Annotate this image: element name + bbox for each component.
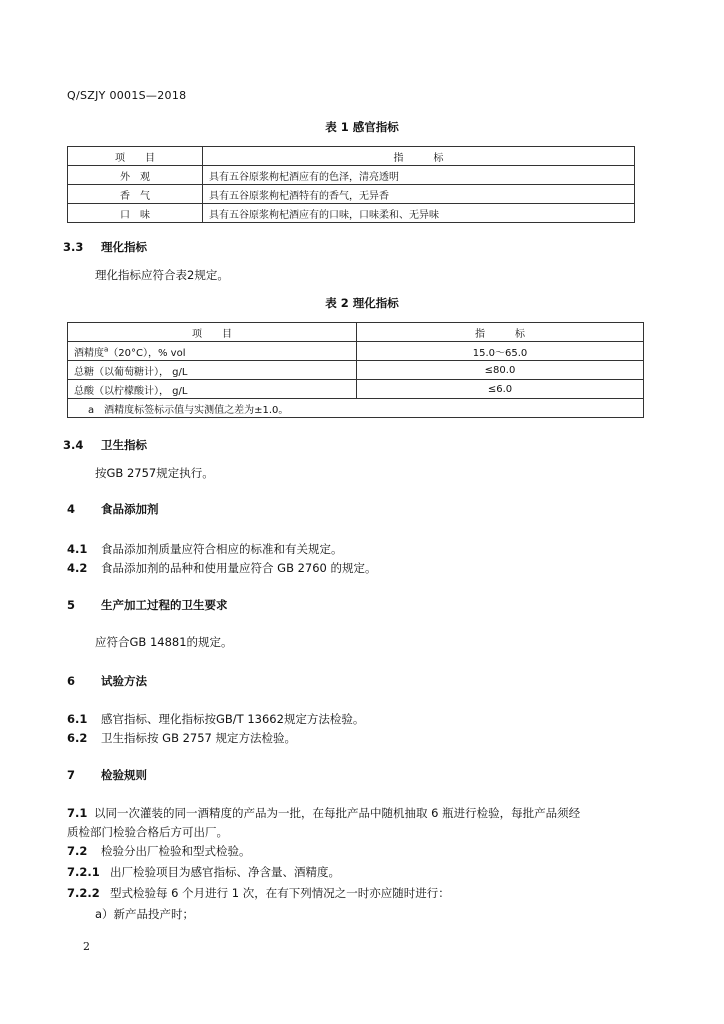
- clause-6-2: [67, 730, 296, 746]
- clause-number: 6.2: [67, 731, 88, 745]
- table-cell: 外 观: [68, 166, 203, 185]
- clause-7-2-2: [67, 885, 450, 901]
- table-cell: 15.0～65.0: [357, 342, 644, 361]
- table-header-row: [68, 147, 635, 166]
- list-item-a: a）新产品投产时；: [95, 907, 195, 921]
- cell-text: （20°C），% vol: [108, 347, 186, 359]
- section-title: 检验规则: [101, 768, 147, 782]
- cell-text: 酒精度: [74, 347, 104, 359]
- section-6-heading: [67, 673, 147, 689]
- table2-caption: 表 2 理化指标: [325, 296, 399, 310]
- clause-7-1-continued: 质检部门检验合格后方可出厂。: [67, 825, 228, 839]
- table-cell: 香 气: [68, 185, 203, 204]
- clause-text: 出厂检验项目为感官指标、净含量、酒精度。: [110, 865, 340, 879]
- clause-4-2: [67, 560, 377, 576]
- clause-7-2: [67, 843, 251, 859]
- table1: [67, 146, 635, 223]
- table-row: [68, 361, 644, 380]
- section-title: 试验方法: [101, 674, 147, 688]
- section-title: 生产加工过程的卫生要求: [101, 598, 228, 612]
- section-title: 卫生指标: [101, 438, 147, 452]
- table-cell: ≤6.0: [357, 380, 644, 399]
- section-3-3-heading: [63, 239, 147, 255]
- table-cell: ≤80.0: [357, 361, 644, 380]
- table-cell: 具有五谷原浆枸杞酒应有的色泽，清亮透明: [203, 166, 635, 185]
- section-number: 4: [67, 502, 76, 516]
- table-header-cell: 项 目: [68, 147, 203, 166]
- clause-number: 7.2.1: [67, 865, 100, 879]
- table-row: [68, 185, 635, 204]
- table-row: [68, 166, 635, 185]
- table-footnote: a 酒精度标签标示值与实测值之差为±1.0。: [68, 399, 644, 418]
- clause-text: 食品添加剂质量应符合相应的标准和有关规定。: [101, 542, 343, 556]
- table1-caption: 表 1 感官指标: [325, 120, 399, 134]
- clause-number: 7.2.2: [67, 886, 100, 900]
- section-number: 3.4: [63, 438, 84, 452]
- table-header-cell: 指 标: [203, 147, 635, 166]
- section-title: 理化指标: [101, 240, 147, 254]
- table2: [67, 322, 644, 418]
- table-footnote-row: [68, 399, 644, 418]
- clause-number: 7.1: [67, 806, 88, 820]
- table-cell: 具有五谷原浆枸杞酒应有的口味，口味柔和、无异味: [203, 204, 635, 223]
- section-number: 6: [67, 674, 76, 688]
- clause-text: 感官指标、理化指标按GB/T 13662规定方法检验。: [101, 712, 365, 726]
- paragraph: 按GB 2757规定执行。: [95, 466, 214, 480]
- section-7-heading: [67, 767, 147, 783]
- clause-number: 4.2: [67, 561, 88, 575]
- table-header-row: [68, 323, 644, 342]
- footnote-marker: a: [104, 345, 109, 354]
- section-4-heading: [67, 501, 159, 517]
- section-title: 食品添加剂: [101, 502, 159, 516]
- clause-text: 以同一次灌装的同一酒精度的产品为一批，在每批产品中随机抽取 6 瓶进行检验，每批产品须经: [94, 806, 581, 820]
- clause-text: 食品添加剂的品种和使用量应符合 GB 2760 的规定。: [101, 561, 377, 575]
- table-cell: 口 味: [68, 204, 203, 223]
- table-row: [68, 380, 644, 399]
- clause-4-1: [67, 541, 343, 557]
- table-header-cell: 项 目: [68, 323, 357, 342]
- clause-7-2-1: [67, 864, 340, 880]
- clause-number: 6.1: [67, 712, 88, 726]
- table-cell: 具有五谷原浆枸杞酒特有的香气，无异香: [203, 185, 635, 204]
- table-cell: 总糖（以葡萄糖计）， g/L: [68, 361, 357, 380]
- table-row: [68, 342, 644, 361]
- clause-number: 7.2: [67, 844, 88, 858]
- paragraph: 应符合GB 14881的规定。: [95, 635, 233, 649]
- table-header-cell: 指 标: [357, 323, 644, 342]
- clause-number: 4.1: [67, 542, 88, 556]
- page-number: 2: [83, 940, 90, 953]
- paragraph: 理化指标应符合表2规定。: [95, 268, 229, 282]
- clause-text: 卫生指标按 GB 2757 规定方法检验。: [101, 731, 297, 745]
- table-row: [68, 204, 635, 223]
- clause-7-1: [67, 805, 580, 821]
- section-number: 7: [67, 768, 76, 782]
- clause-6-1: [67, 711, 364, 727]
- clause-text: 检验分出厂检验和型式检验。: [101, 844, 251, 858]
- document-code: Q/SZJY 0001S—2018: [67, 89, 187, 102]
- table-cell: 总酸（以柠檬酸计）， g/L: [68, 380, 357, 399]
- table-cell: [68, 342, 357, 361]
- section-number: 3.3: [63, 240, 84, 254]
- section-3-4-heading: [63, 437, 147, 453]
- section-number: 5: [67, 598, 76, 612]
- section-5-heading: [67, 597, 228, 613]
- clause-text: 型式检验每 6 个月进行 1 次，在有下列情况之一时亦应随时进行：: [110, 886, 450, 900]
